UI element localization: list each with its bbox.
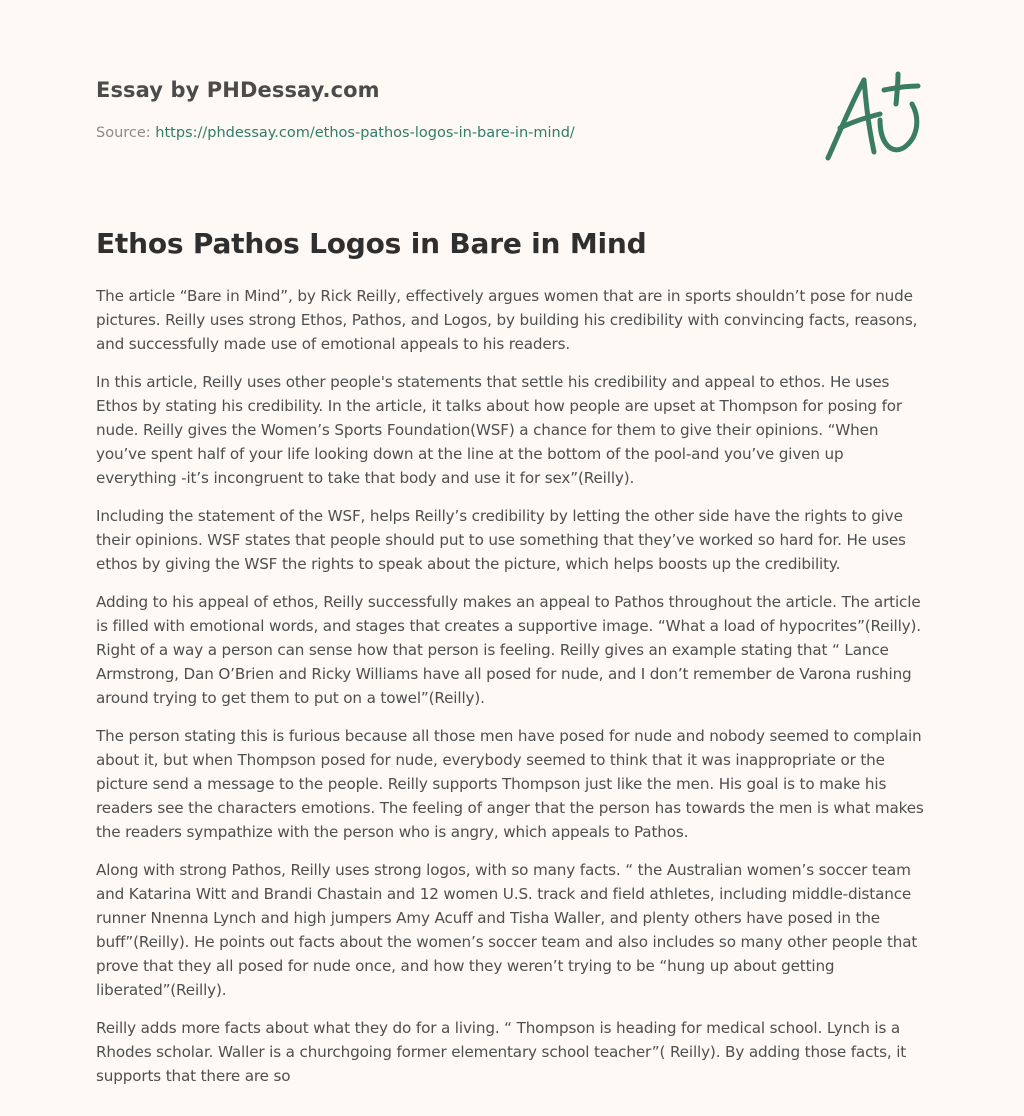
- source-link[interactable]: https://phdessay.com/ethos-pathos-logos-in-bare-in-mind/: [155, 125, 575, 141]
- essay-paragraph: The person stating this is furious because all those men have posed for nude and nobody seemed to complain about it, but when Thompson posed for nude, everybody seemed to think that it was inappropriate or the picture send a message to the people. Reilly supports Thompson just like the men. His goal is to make his readers see the characters emotions. The feeling of anger that the person has towards the men is what makes the readers sympathize with the person who is angry, which appeals to Pathos.: [96, 727, 924, 841]
- essay-paragraph: The article “Bare in Mind”, by Rick Reilly, effectively argues women that are in sports shouldn’t pose for nude pictures. Reilly uses strong Ethos, Pathos, and Logos, by building his credibility with convincing facts, reasons, and successfully made use of emotional appeals to his readers.: [96, 287, 918, 353]
- essay-paragraph: Along with strong Pathos, Reilly uses strong logos, with so many facts. “ the Australian women’s soccer team and Katarina Witt and Brandi Chastain and 12 women U.S. track and field athletes, including middle-distance runner Nnenna Lynch and high jumpers Amy Acuff and Tisha Waller, and plenty others have posed in the buff”(Reilly). He points out facts about the women’s soccer team and also includes so many other people that prove that they all posed for nude once, and how they weren’t trying to be “hung up about getting liberated”(Reilly).: [96, 861, 918, 999]
- source-line: [96, 123, 796, 143]
- essay-paragraph: Adding to his appeal of ethos, Reilly successfully makes an appeal to Pathos throughout the article. The article is filled with emotional words, and stages that creates a supportive image. “What a load of hypocrites”(Reilly). Right of a way a person can sense how that person is feeling. Reilly gives an example stating that “ Lance Armstrong, Dan O’Brien and Ricky Williams have all posed for nude, and I don’t remember de Varona rushing around trying to get them to put on a towel”(Reilly).: [96, 593, 921, 707]
- essay-paragraph: Reilly adds more facts about what they do for a living. “ Thompson is heading for medical school. Lynch is a Rhodes scholar. Waller is a churchgoing former elementary school teacher”( Reilly). By adding those facts, it supports that there are so: [96, 1019, 907, 1085]
- essay-body: [96, 284, 928, 1102]
- essay-paragraph: Including the statement of the WSF, helps Reilly’s credibility by letting the other side have the rights to give their opinions. WSF states that people should put to use something that they’ve worked so hard for. He uses ethos by giving the WSF the rights to speak about the picture, which helps boosts up the credibility.: [96, 507, 906, 573]
- essay-header: [96, 74, 796, 143]
- source-label: Source:: [96, 125, 156, 141]
- essay-paragraph: In this article, Reilly uses other people's statements that settle his credibility and appeal to ethos. He uses Ethos by stating his credibility. In the article, it talks about how people are upset at Thompson for posing for nude. Reilly gives the Women’s Sports Foundation(WSF) a chance for them to give their opinions. “When you’ve spent half of your life looking down at the line at the bottom of the pool-and you’ve given up everything -it’s incongruent to take that body and use it for sex”(Reilly).: [96, 373, 903, 487]
- brand-title: Essay by PHDessay.com: [96, 78, 380, 102]
- essay-title: Ethos Pathos Logos in Bare in Mind: [96, 227, 647, 260]
- a-plus-logo-icon: [818, 66, 930, 166]
